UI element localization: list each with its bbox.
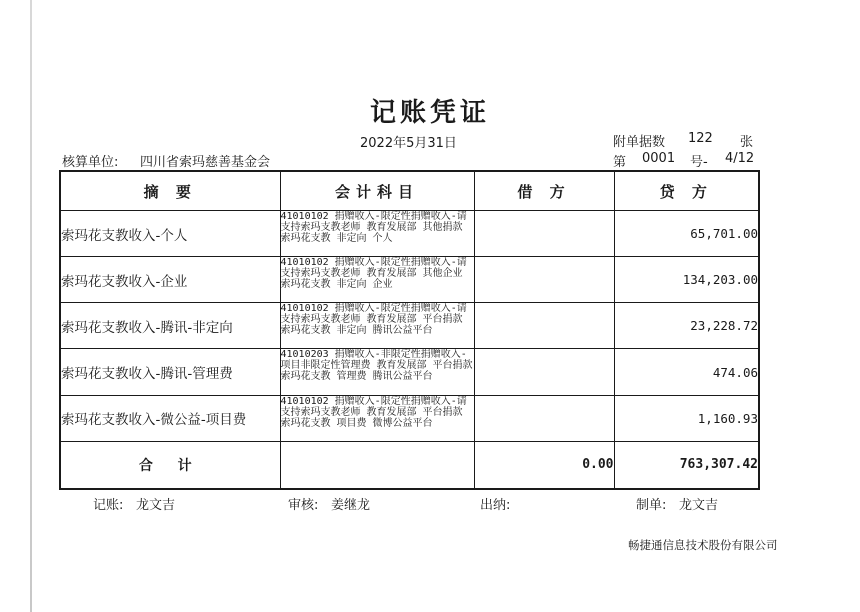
header-subject: 会计科目	[280, 171, 474, 211]
total-debit: 0.00	[474, 441, 614, 489]
attachments-count: 122	[688, 131, 713, 146]
total-subject-empty	[280, 441, 474, 489]
row-debit	[474, 257, 614, 303]
voucher-table	[59, 170, 760, 490]
row-debit	[474, 395, 614, 441]
preparer-name: 龙文吉	[679, 498, 719, 513]
row-subject: 41010102 捐赠收入-限定性捐赠收入-请支持索玛支教老师 教育发展部 平台捐款 索玛花支教 非定向 腾讯公益平台	[280, 303, 474, 349]
row-credit: 23,228.72	[614, 303, 759, 349]
row-summary: 索玛花支教收入-腾讯-非定向	[60, 303, 280, 349]
voucher-no: 0001	[642, 151, 676, 166]
header-summary: 摘 要	[60, 171, 280, 211]
bookkeeper-name: 龙文吉	[136, 498, 176, 513]
row-credit: 1,160.93	[614, 395, 759, 441]
row-debit	[474, 349, 614, 395]
reviewer-label: 审核:	[288, 498, 319, 513]
voucher-no-suffix: 号-	[690, 155, 708, 170]
table-header-row	[60, 171, 759, 211]
table-row	[60, 395, 759, 441]
row-subject: 41010102 捐赠收入-限定性捐赠收入-请支持索玛支教老师 教育发展部 平台捐款 索玛花支教 项目费 微博公益平台	[280, 395, 474, 441]
accounting-unit-label: 核算单位:	[62, 155, 119, 170]
total-credit: 763,307.42	[614, 441, 759, 489]
header-credit: 贷 方	[614, 171, 759, 211]
cashier-label: 出纳:	[480, 498, 511, 513]
row-credit: 65,701.00	[614, 211, 759, 257]
row-debit	[474, 303, 614, 349]
row-summary: 索玛花支教收入-腾讯-管理费	[60, 349, 280, 395]
voucher-date: 2022年5月31日	[360, 136, 457, 151]
reviewer-name: 姜继龙	[331, 498, 371, 513]
total-row	[60, 441, 759, 489]
row-summary: 索玛花支教收入-企业	[60, 257, 280, 303]
bookkeeper-label: 记账:	[93, 498, 124, 513]
row-credit: 474.06	[614, 349, 759, 395]
row-subject: 41010102 捐赠收入-限定性捐赠收入-请支持索玛支教老师 教育发展部 其他企业 索玛花支教 非定向 企业	[280, 257, 474, 303]
accounting-unit-value: 四川省索玛慈善基金会	[140, 155, 271, 170]
table-row	[60, 257, 759, 303]
total-label: 合 计	[60, 441, 280, 489]
row-credit: 134,203.00	[614, 257, 759, 303]
row-debit	[474, 211, 614, 257]
software-company: 畅捷通信息技术股份有限公司	[628, 538, 778, 552]
table-row	[60, 349, 759, 395]
row-subject: 41010203 捐赠收入-非限定性捐赠收入-项目非限定性管理费 教育发展部 平台捐款 索玛花支教 管理费 腾讯公益平台	[280, 349, 474, 395]
attachments-label: 附单据数	[613, 135, 666, 150]
table-row	[60, 211, 759, 257]
voucher-page: 4/12	[725, 151, 755, 166]
voucher-title: 记账凭证	[369, 98, 490, 128]
row-summary: 索玛花支教收入-微公益-项目费	[60, 395, 280, 441]
header-debit: 借 方	[474, 171, 614, 211]
preparer-label: 制单:	[636, 498, 667, 513]
attachments-unit: 张	[740, 135, 754, 150]
voucher-no-prefix: 第	[613, 155, 627, 170]
table-row	[60, 303, 759, 349]
row-subject: 41010102 捐赠收入-限定性捐赠收入-请支持索玛支教老师 教育发展部 其他捐款 索玛花支教 非定向 个人	[280, 211, 474, 257]
row-summary: 索玛花支教收入-个人	[60, 211, 280, 257]
